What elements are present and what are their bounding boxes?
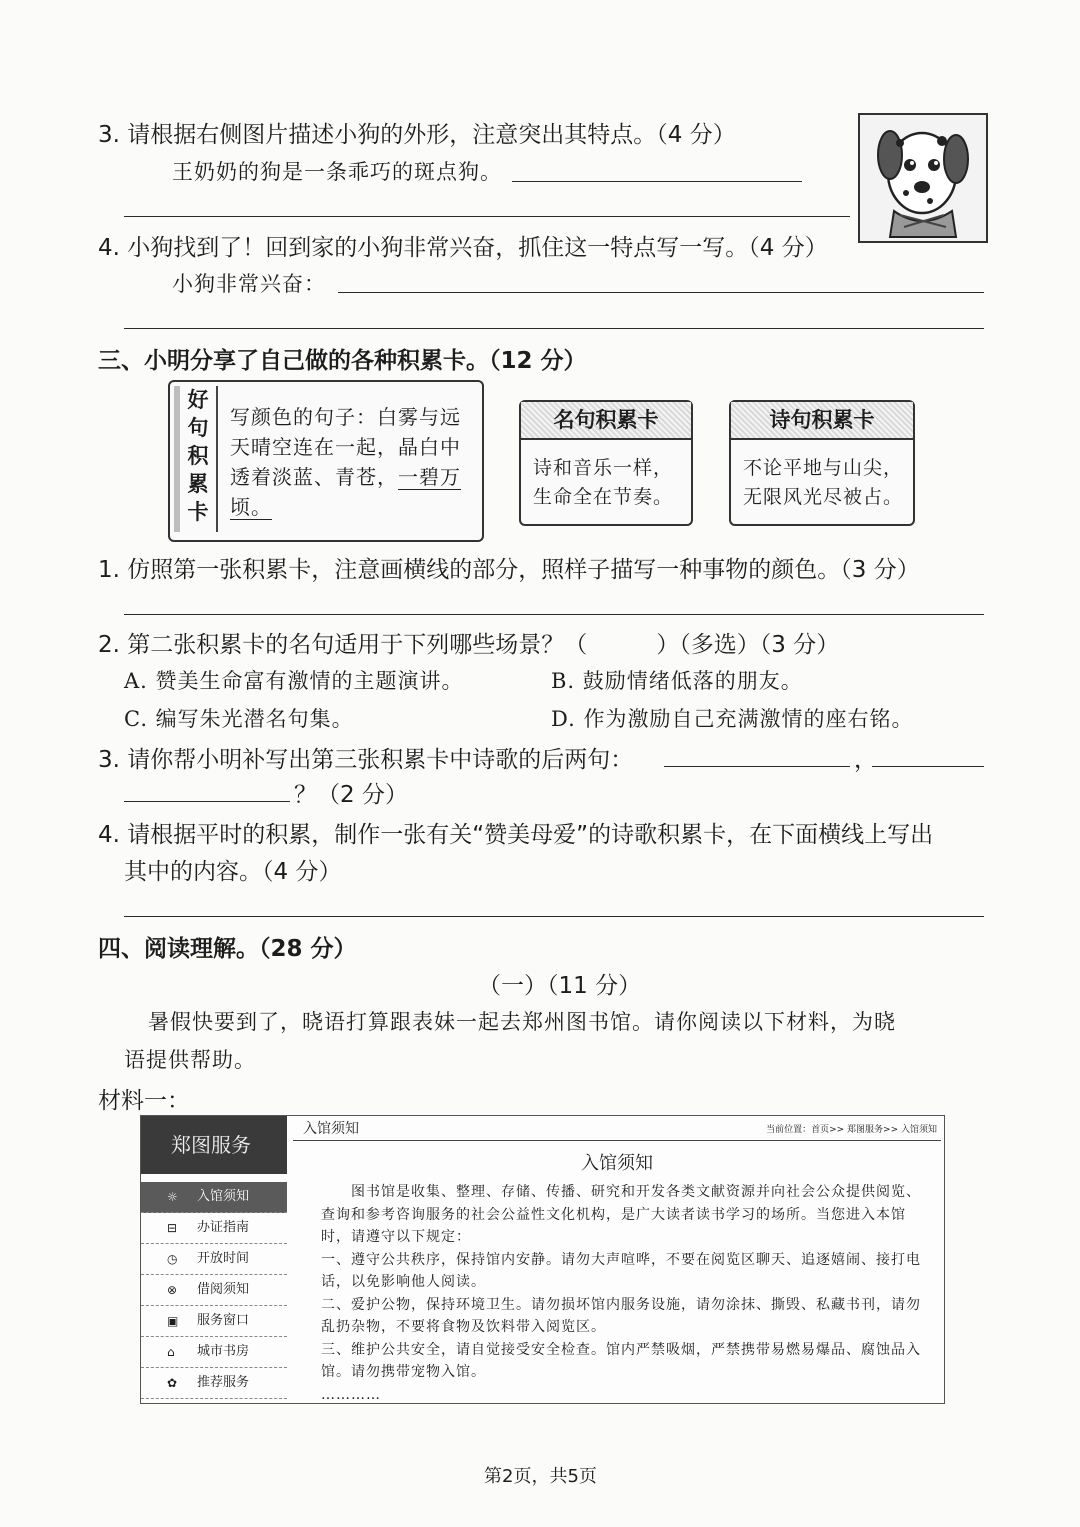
notice-paragraph: 二、爱护公物，保持环境卫生。请勿损坏馆内服务设施，请勿涂抹、撕毁、私藏书刊，请勿乱扔杂物，不要将食物及饮料带入阅览区。 bbox=[321, 1296, 921, 1335]
menu-item-card-guide[interactable] bbox=[141, 1213, 287, 1244]
card-side-char: 好 bbox=[187, 388, 209, 412]
option-a[interactable]: A. 赞美生命富有激情的主题演讲。 bbox=[124, 669, 464, 693]
comma: ， bbox=[854, 747, 877, 773]
quote-card-header: 名句积累卡 bbox=[521, 402, 691, 440]
good-sentence-card bbox=[168, 380, 484, 542]
content-topbar bbox=[293, 1116, 941, 1141]
tab-title: 入馆须知 bbox=[303, 1121, 359, 1137]
question-3-prompt: 3. 请根据右侧图片描述小狗的外形，注意突出其特点。（4 分） bbox=[98, 122, 736, 148]
s3-question-1: 1. 仿照第一张积累卡，注意画横线的部分，照样子描写一种事物的颜色。（3 分） bbox=[98, 557, 920, 583]
poem-card-header: 诗句积累卡 bbox=[731, 402, 913, 440]
material-label: 材料一： bbox=[98, 1088, 190, 1114]
flower-icon: ✿ bbox=[167, 1376, 178, 1390]
library-webpage-screenshot bbox=[140, 1115, 945, 1404]
s3-question-4: 4. 请根据平时的积累，制作一张有关“赞美母爱”的诗歌积累卡，在下面横线上写出 bbox=[98, 822, 934, 848]
answer-line[interactable] bbox=[124, 916, 984, 917]
question-3-answer-start: 王奶奶的狗是一条乖巧的斑点狗。 bbox=[172, 160, 502, 184]
notice-paragraph: 图书馆是收集、整理、存储、传播、研究和开发各类文献资源并向社会公众提供阅览、查询和参考咨询服务的社会公益性文化机构，是广大读者读书学习的场所。当您进入本馆时，请遵守以下规定： bbox=[321, 1184, 921, 1245]
poem-card bbox=[729, 400, 915, 526]
card-underlined-text: 一碧万顷。 bbox=[230, 465, 461, 519]
notice-paragraph: ………… bbox=[321, 1386, 381, 1403]
quote-card bbox=[519, 400, 693, 526]
page-footer: 第2页，共5页 bbox=[484, 1466, 597, 1487]
question-4-prompt: 4. 小狗找到了！回到家的小狗非常兴奋，抓住这一特点写一写。（4 分） bbox=[98, 235, 828, 261]
card-side-label bbox=[174, 386, 218, 532]
notice-paragraph: 三、维护公共安全，请自觉接受安全检查。馆内严禁吸烟，严禁携带易燃易爆品、腐蚀品入馆。请勿携带宠物入馆。 bbox=[321, 1341, 921, 1380]
side-menu bbox=[141, 1116, 287, 1403]
card-side-char: 累 bbox=[187, 472, 209, 496]
option-b[interactable]: B. 鼓励情绪低落的朋友。 bbox=[551, 669, 803, 693]
option-c[interactable]: C. 编写朱光潜名句集。 bbox=[124, 707, 354, 731]
answer-line[interactable] bbox=[872, 766, 984, 767]
intro-line-2: 语提供帮助。 bbox=[124, 1048, 256, 1072]
menu-label: 入馆须知 bbox=[197, 1189, 250, 1204]
notice-paragraph: 一、遵守公共秩序，保持馆内安静。请勿大声喧哗，不要在阅览区聊天、追逐嬉闹、接打电话，以免影响他人阅读。 bbox=[321, 1251, 921, 1290]
s3-question-3: 3. 请你帮小明补写出第三张积累卡中诗歌的后两句： bbox=[98, 747, 634, 773]
menu-item-city-study[interactable] bbox=[141, 1337, 287, 1368]
book-icon: ⊗ bbox=[167, 1283, 178, 1297]
poem-card-body: 不论平地与山尖，无限风光尽被占。 bbox=[743, 457, 904, 508]
option-d[interactable]: D. 作为激励自己充满激情的座右铭。 bbox=[551, 707, 914, 731]
notice-text bbox=[293, 1175, 941, 1406]
card-side-char: 卡 bbox=[187, 500, 209, 524]
card-side-char: 句 bbox=[187, 416, 209, 440]
card-icon: ⊟ bbox=[167, 1221, 178, 1235]
answer-line[interactable] bbox=[124, 801, 290, 802]
card-body bbox=[230, 402, 470, 522]
menu-item-opening-hours[interactable] bbox=[141, 1244, 287, 1275]
sun-icon: ☼ bbox=[167, 1190, 178, 1204]
answer-line[interactable] bbox=[124, 216, 850, 217]
card-text: 写颜色的句子：白雾与远天晴空连在一起，晶白中透着淡蓝、青苍， bbox=[230, 405, 461, 489]
s3-question-4-cont: 其中的内容。（4 分） bbox=[124, 859, 342, 885]
clock-icon: ◷ bbox=[167, 1252, 178, 1266]
menu-item-recommended[interactable] bbox=[141, 1368, 287, 1399]
section-3-title: 三、小明分享了自己做的各种积累卡。（12 分） bbox=[98, 348, 587, 374]
breadcrumb[interactable]: 当前位置：首页>> 郑图服务>> 入馆须知 bbox=[766, 1125, 937, 1135]
dog-picture bbox=[858, 113, 988, 243]
intro-line-1: 暑假快要到了，晓语打算跟表妹一起去郑州图书馆。请你阅读以下材料，为晓 bbox=[148, 1010, 896, 1034]
menu-item-borrow-notice[interactable] bbox=[141, 1275, 287, 1306]
s3-question-3-end: ？（2 分） bbox=[294, 782, 408, 808]
answer-line[interactable] bbox=[512, 181, 802, 182]
menu-label: 服务窗口 bbox=[197, 1313, 250, 1328]
question-4-answer-start: 小狗非常兴奋： bbox=[172, 272, 326, 296]
passage-1-title: （一）（11 分） bbox=[478, 973, 642, 999]
house-icon: ⌂ bbox=[167, 1345, 175, 1359]
menu-item-service-window[interactable] bbox=[141, 1306, 287, 1337]
brand-title: 郑图服务 bbox=[141, 1116, 287, 1174]
card-side-char: 积 bbox=[187, 444, 209, 468]
window-icon: ▣ bbox=[167, 1314, 179, 1328]
answer-line[interactable] bbox=[124, 614, 984, 615]
spotted-dog-icon bbox=[860, 115, 986, 241]
s3-question-2: 2. 第二张积累卡的名句适用于下列哪些场景？（ ）（多选）（3 分） bbox=[98, 632, 840, 658]
menu-label: 城市书房 bbox=[197, 1344, 250, 1359]
answer-line[interactable] bbox=[664, 766, 850, 767]
menu-label: 推荐服务 bbox=[197, 1375, 250, 1390]
answer-line[interactable] bbox=[124, 328, 984, 329]
menu-label: 借阅须知 bbox=[197, 1282, 250, 1297]
content-panel bbox=[293, 1116, 941, 1406]
answer-line[interactable] bbox=[338, 292, 984, 293]
quote-card-body: 诗和音乐一样，生命全在节奏。 bbox=[533, 457, 674, 508]
menu-label: 开放时间 bbox=[197, 1251, 250, 1266]
menu-item-entry-notice[interactable] bbox=[141, 1182, 287, 1213]
page-title: 入馆须知 bbox=[581, 1153, 653, 1174]
section-4-title: 四、阅读理解。（28 分） bbox=[98, 936, 357, 962]
menu-label: 办证指南 bbox=[197, 1220, 250, 1235]
